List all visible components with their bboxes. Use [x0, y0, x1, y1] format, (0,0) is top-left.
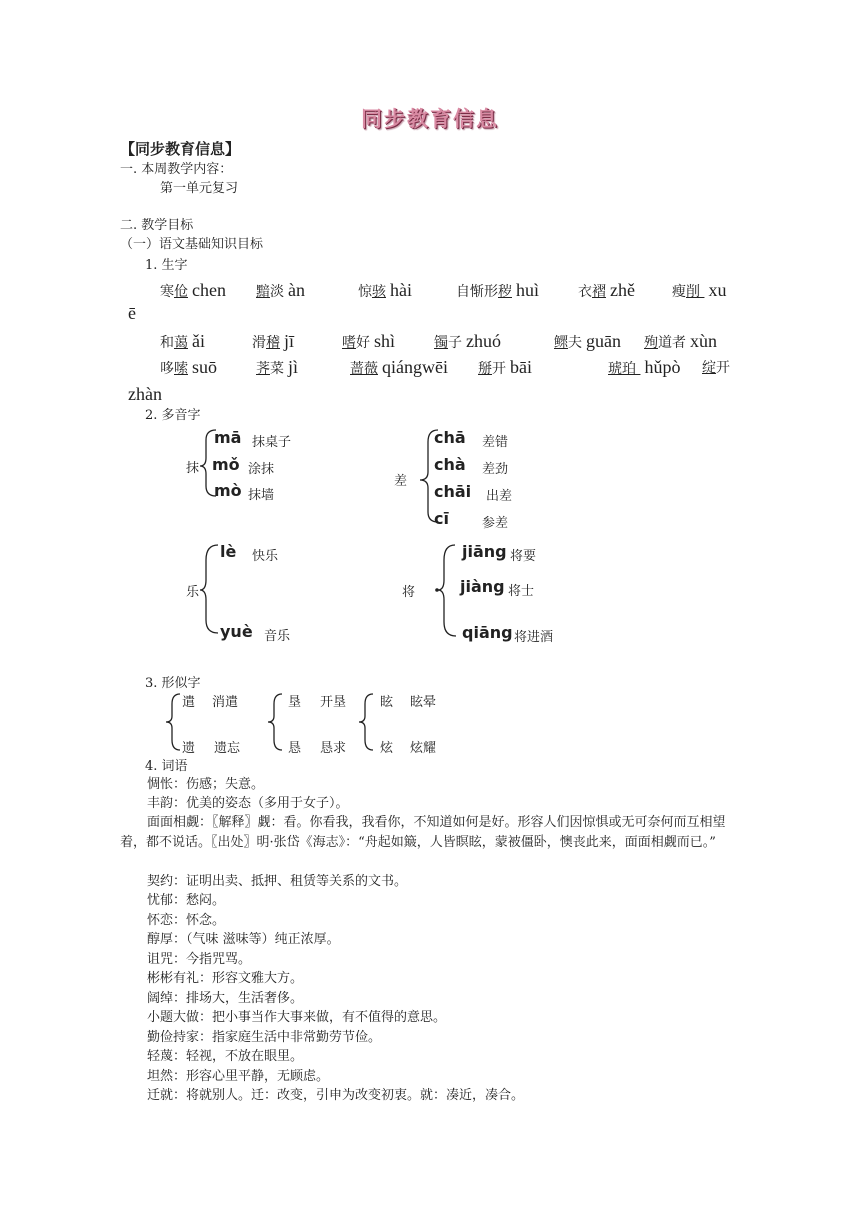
shengzi-pinyin: jì	[288, 357, 299, 377]
shengzi-row3-wrap: zhàn	[128, 384, 162, 404]
duoyin-char-jiang: 将	[402, 585, 416, 600]
ciyu-def-12: 勤俭持家：指家庭生活中非常勤劳节俭。	[147, 1030, 382, 1045]
duoyin-mo-w-2: 涂抹	[248, 462, 275, 477]
xingsi-g3-w1: 眩晕	[410, 695, 437, 710]
xingsi-g2-c1: 垦	[288, 695, 302, 710]
shengzi-pinyin: qiángwēi	[382, 357, 448, 377]
shengzi-target-char: 掰	[478, 361, 492, 377]
ciyu-def-8: 诅咒：今指咒骂。	[147, 952, 252, 967]
shengzi-pinyin: zhuó	[466, 331, 501, 351]
shengzi-target-char: 殉	[644, 335, 658, 351]
duoyin-le-py-1: lè	[220, 542, 237, 561]
section-heading: 【同步教育信息】	[120, 140, 241, 158]
shengzi-target-char: 秽	[498, 284, 512, 300]
shengzi-pinyin: hǔpò	[644, 357, 681, 377]
shengzi-word: 寒伧	[160, 284, 188, 300]
shengzi-pinyin: xùn	[690, 331, 717, 351]
duoyin-jiang-py-3: qiāng	[462, 623, 513, 642]
shengzi-word: 掰开	[478, 361, 506, 377]
xingsi-g1-w2: 遗忘	[214, 741, 241, 756]
shengzi-word: 鳏夫	[554, 335, 582, 351]
ciyu-def-13: 轻蔑：轻视，不放在眼里。	[147, 1049, 304, 1064]
shengzi-pinyin: jī	[284, 331, 295, 351]
shengzi-target-char: 黯	[256, 284, 270, 300]
shengzi-target-char: 琥珀	[608, 361, 641, 377]
shengzi-target-char: 稽	[266, 335, 280, 351]
duoyin-cha-w-3: 出差	[486, 489, 513, 504]
duoyin-cha-py-1: chā	[434, 428, 466, 447]
shengzi-target-char: 伧	[174, 284, 188, 300]
duoyin-le-py-2: yuè	[220, 622, 253, 641]
ciyu-def-3: 面面相觑：〖解释〗觑：看。你看我，我看你，不知道如何是好。形容人们因惊惧或无可奈何而互相望着，都不说话。〖出处〗明·张岱《海志》：“舟起如簸，人皆瞑眩，蒙被僵卧，懊丧此来，面面相觑而已。”	[120, 815, 726, 850]
xingsi-g1-w1: 消遣	[212, 695, 239, 710]
shengzi-word: 瘦削	[672, 284, 705, 300]
shengzi-word: 镯子	[434, 335, 462, 351]
shengzi-pinyin: shì	[374, 331, 396, 351]
shengzi-word: 惊骇	[358, 284, 386, 300]
duoyin-le-w-1: 快乐	[252, 549, 279, 564]
shengzi-pinyin: zhě	[610, 280, 635, 300]
ciyu-def-1: 惆怅：伤感；失意。	[147, 777, 265, 792]
shengzi-row1-wrap: ē	[128, 303, 136, 323]
xingsi-g2-c2: 恳	[288, 741, 302, 756]
xingsi-g1-c2: 遗	[182, 741, 196, 756]
shengzi-word: 嗜好	[342, 335, 370, 351]
brace-xs-1	[166, 694, 180, 750]
xingsi-g3-c1: 眩	[380, 695, 394, 710]
xingsi-g2-w1: 开垦	[320, 695, 347, 710]
shengzi-pinyin: bāi	[510, 357, 532, 377]
sec1-title: 一. 本周教学内容：	[120, 162, 233, 177]
ciyu-def-2: 丰韵：优美的姿态（多用于女子）。	[147, 796, 349, 811]
shengzi-target-char: 绽	[702, 360, 716, 376]
shengzi-pinyin: àn	[288, 280, 305, 300]
duoyin-cha-py-3: chāi	[434, 482, 472, 501]
shengzi-target-char: 镯	[434, 335, 448, 351]
shengzi-target-char: 骇	[372, 284, 386, 300]
shengzi-target-char: 嗜	[342, 335, 356, 351]
banner-title: 同步教育信息	[361, 107, 499, 131]
shengzi-pinyin: xu	[708, 280, 727, 300]
shengzi-word: 绽开	[702, 360, 730, 376]
ciyu-def-11: 小题大做：把小事当作大事来做，有不值得的意思。	[147, 1010, 447, 1025]
ciyu-def-14: 坦然：形容心里平静，无顾虑。	[147, 1069, 330, 1084]
shengzi-pinyin: hài	[390, 280, 412, 300]
duoyin-mo-py-3: mò	[214, 481, 242, 500]
duoyin-char-le: 乐	[186, 585, 200, 600]
ciyu-def-4: 契约：证明出卖、抵押、租赁等关系的文书。	[147, 874, 408, 889]
shengzi-target-char: 褶	[592, 284, 606, 300]
duoyin-jiang-w-1: 将要	[510, 549, 537, 564]
shengzi-word: 哆嗦	[160, 361, 188, 377]
ciyu-title: 4. 词语	[145, 759, 188, 774]
sec2-title: 二. 教学目标	[120, 218, 194, 233]
shengzi-word: 殉道者	[644, 335, 686, 351]
sec2-sub1: （一）语文基础知识目标	[120, 237, 264, 252]
ciyu-def-5: 忧郁：愁闷。	[147, 893, 226, 908]
duoyin-cha-py-4: cī	[434, 509, 449, 528]
shengzi-target-char: 削	[686, 284, 705, 300]
shengzi-target-char: 蔼	[174, 335, 188, 351]
shengzi-pinyin: chen	[192, 280, 226, 300]
ciyu-def-6: 怀恋：怀念。	[147, 913, 226, 928]
shengzi-word: 黯淡	[256, 284, 284, 300]
duoyin-cha-w-2: 差劲	[482, 462, 509, 477]
duoyin-mo-py-1: mā	[214, 428, 242, 447]
duoyin-jiang-py-2: jiàng	[460, 577, 505, 596]
ciyu-def-9: 彬彬有礼：形容文雅大方。	[147, 971, 304, 986]
xingsi-g3-c2: 炫	[380, 741, 394, 756]
ciyu-def-10: 阔绰：排场大，生活奢侈。	[147, 991, 304, 1006]
brace-jiang	[438, 545, 456, 636]
shengzi-title: 1. 生字	[145, 258, 188, 273]
ciyu-def-15: 迁就：将就别人。迁：改变，引申为改变初衷。就：凑近，凑合。	[147, 1088, 525, 1103]
duoyin-mo-w-1: 抹桌子	[252, 435, 292, 450]
shengzi-pinyin: ǎi	[192, 331, 205, 351]
xingsi-title: 3. 形似字	[145, 676, 201, 691]
sec1-content: 第一单元复习	[160, 181, 239, 196]
duoyin-cha-w-1: 差错	[482, 435, 509, 450]
shengzi-word: 滑稽	[252, 335, 280, 351]
xingsi-g2-w2: 恳求	[320, 741, 347, 756]
shengzi-pinyin: guān	[586, 331, 621, 351]
xingsi-g3-w2: 炫耀	[410, 741, 437, 756]
duoyin-mo-w-3: 抹墙	[248, 488, 275, 503]
duoyin-mo-py-2: mǒ	[212, 455, 240, 474]
shengzi-target-char: 蔷薇	[350, 361, 378, 377]
duoyin-char-cha: 差	[394, 474, 408, 489]
shengzi-word: 衣褶	[578, 284, 606, 300]
duoyin-title: 2. 多音字	[145, 408, 201, 423]
duoyin-cha-w-4: 参差	[482, 516, 509, 531]
shengzi-target-char: 嗦	[174, 361, 188, 377]
shengzi-word: 荠菜	[256, 361, 284, 377]
brace-xs-3	[359, 694, 373, 750]
xingsi-g1-c1: 遣	[182, 695, 196, 710]
duoyin-jiang-py-1: jiāng	[462, 542, 507, 561]
shengzi-pinyin: suō	[192, 357, 218, 377]
ciyu-def-7: 醇厚：（气味 滋味等）纯正浓厚。	[147, 932, 340, 947]
duoyin-le-w-2: 音乐	[264, 629, 291, 644]
brace-xs-2	[268, 694, 282, 750]
brace-jiang-dot	[435, 588, 439, 592]
duoyin-char-mo: 抹	[186, 461, 200, 476]
shengzi-target-char: 荠	[256, 361, 270, 377]
duoyin-jiang-w-2: 将士	[508, 584, 535, 599]
brace-le	[200, 545, 218, 633]
shengzi-pinyin: huì	[516, 280, 540, 300]
shengzi-target-char: 鳏	[554, 335, 568, 351]
shengzi-word: 自惭形秽	[456, 284, 512, 300]
shengzi-word: 和蔼	[160, 335, 188, 351]
duoyin-cha-py-2: chà	[434, 455, 466, 474]
duoyin-jiang-w-3: 将进酒	[514, 630, 554, 645]
